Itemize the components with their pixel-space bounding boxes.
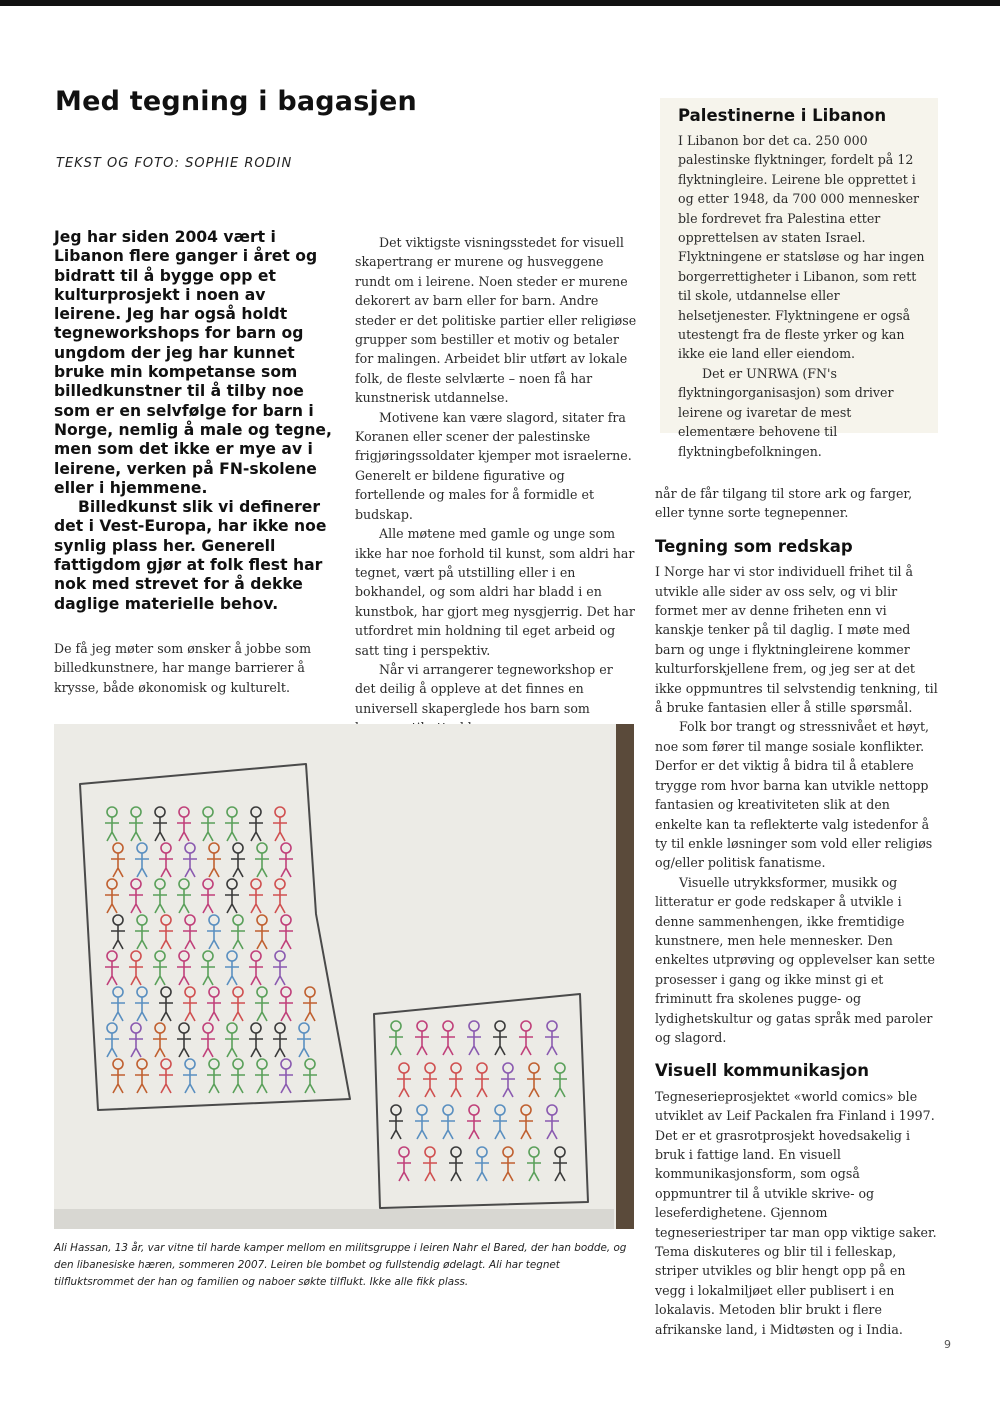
- body-paragraph: Tegneserieprosjektet «world comics» ble utviklet av Leif Packalen fra Finland i 1997. Det er et grasrotprosjekt hovedsakelig i bruk i fattige land. En visuell kommunikasjonsform, som også oppmuntrer til å utvikle skrive- og leseferdighetene. Gjennom tegneseriestriper tar man opp viktige saker. Tema diskuteres og blir til i felleskap, striper utvikles og blir hengt opp på en vegg i lokalmiljøet eller publisert i en lokalavis. Metoden blir brukt i flere afrikanske land, i Midtøsten og i India.: [655, 1088, 937, 1337]
- body-column-2: [355, 233, 637, 738]
- body-paragraph: Visuelle utrykksformer, musikk og litteratur er gode redskaper å utvikle i denne sammenhengen, ikke fremtidige kunstnere, men hele mennesker. Den enkeltes utprøving og opplevelser kan sette prosesser i gang og ikke minst gi et friminutt fra skolenes pugge- og lydighetskultur og gatas språk med paroler og slagord.: [655, 874, 935, 1045]
- section-heading-tegning: Tegning som redskap: [655, 536, 853, 556]
- section-heading-visuell: Visuell kommunikasjon: [655, 1061, 870, 1081]
- byline: TEKST OG FOTO: SOPHIE RODIN: [56, 156, 293, 171]
- body-paragraph: når de får tilgang til store ark og farger, eller tynne sorte tegnepenner.: [655, 486, 913, 521]
- body-paragraph: I Norge har vi stor individuell frihet til å utvikle alle sider av oss selv, og vi blir formet mer av denne friheten enn vi kanskje tenker på til daglig. I møte med barn og unge i flyktningleirene kommer kulturforskjellene frem, og jeg ser at det ikke oppmuntres til selvstendig tenkning, til å bruke fantasien eller å stille spørsmål.: [655, 564, 938, 716]
- photo-caption: Ali Hassan, 13 år, var vitne til harde kamper mellom en militsgruppe i leiren Nahr el Bared, der han bodde, og den libanesiske hæren, sommeren 2007. Leiren ble bombet og fullstendig ødelagt. Ali har tegnet tilfluktsrommet der han og familien og naboer søkte tilflukt. Ikke alle fikk plass.: [54, 1242, 627, 1288]
- sidebar-heading: Palestinerne i Libanon: [678, 106, 887, 125]
- body-paragraph: Alle møtene med gamle og unge som ikke har noe forhold til kunst, som aldri har tegnet, vært på utstilling eller i en bokhandel, og som aldri har bladd i en kunstbok, har gjort meg nysgjerrig. Det har utfordret min holdning til eget arbeid og satt ting i perspektiv.: [355, 526, 635, 658]
- body-paragraph: Folk bor trangt og stressnivået et høyt, noe som fører til mange sosiale konflikter. Derfor er det viktig å bidra til å etablere trygge rom hvor barna kan utvikle nettopp fantasien og kreativiteten slik at den enkelte kan ta reflekterte valg istedenfor å ty til enkle løsninger som vold eller religiøs og/eller politisk fanatisme.: [655, 719, 933, 871]
- body-paragraph: Motivene kan være slagord, sitater fra Koranen eller scener der palestinske frigjøringssoldater kjemper mot israelerne. Generelt er bildene figurative og fortellende og males for å formidle et budskap.: [355, 409, 632, 522]
- sidebar-paragraph: Det er UNRWA (FN's flyktningorganisasjon) som driver leirene og ivaretar de mest elementære behovene til flyktningbefolkningen.: [678, 365, 894, 459]
- article-title: Med tegning i bagasjen: [55, 86, 417, 117]
- body-paragraph: Det viktigste visningsstedet for visuell skapertrang er murene og husveggene rundt om i leirene. Noen steder er murene dekorert av barn eller for barn. Andre steder er det politiske partier eller religiøse grupper som bestiller et motiv og betaler for malingen. Arbeidet blir utført av lokale folk, de fleste selvlærte – noen få har kunstnerisk utdannelse.: [355, 235, 637, 406]
- body-paragraph: De få jeg møter som ønsker å jobbe som billedkunstnere, har mange barrierer å krysse, både økonomisk og kulturelt.: [54, 641, 312, 695]
- child-drawing-photo: [54, 724, 634, 1229]
- body-column-3: [655, 484, 939, 1339]
- sidebar-paragraph: I Libanon bor det ca. 250 000 palestinske flyktninger, fordelt på 12 flyktningleire. Leirene ble opprettet i og etter 1948, da 700 000 mennesker ble fordrevet fra Palestina etter opprettelsen av staten Israel. Flyktningene er statsløse og har ingen borgerrettigheter i Libanon, som rett til skole, utdannelse eller helsetjenester. Flyktningene er også utestengt fra de fleste yrker og kan ikke eie land eller eiendom.: [678, 133, 925, 362]
- page-number: 9: [944, 1338, 951, 1351]
- lead-paragraph: Jeg har siden 2004 vært i Libanon flere ganger i året og bidratt til å bygge opp et kulturprosjekt i noen av leirene. Jeg har også holdt tegneworkshops for barn og ungdom der jeg har kunnet bruke min kompetanse som billedkunstner til å tilby noe som er en selvfølge for barn i Norge, nemlig å male og tegne, men som det ikke er mye av i leirene, verken på FN-skolene eller i hjemmene.: [54, 228, 332, 497]
- sidebar-box: [660, 98, 938, 459]
- body-paragraph: Når vi arrangerer tegneworkshop er det deilig å oppleve at det finnes en universell skaperglede hos barn som: [355, 661, 613, 716]
- top-rule: [0, 0, 1000, 6]
- lead-paragraph: Billedkunst slik vi definerer det i Vest-Europa, har ikke noe synlig plass her. Generell fattigdom gjør at folk flest har nok med strevet for å dekke daglige materielle behov.: [54, 498, 327, 613]
- lead-text: [54, 228, 334, 614]
